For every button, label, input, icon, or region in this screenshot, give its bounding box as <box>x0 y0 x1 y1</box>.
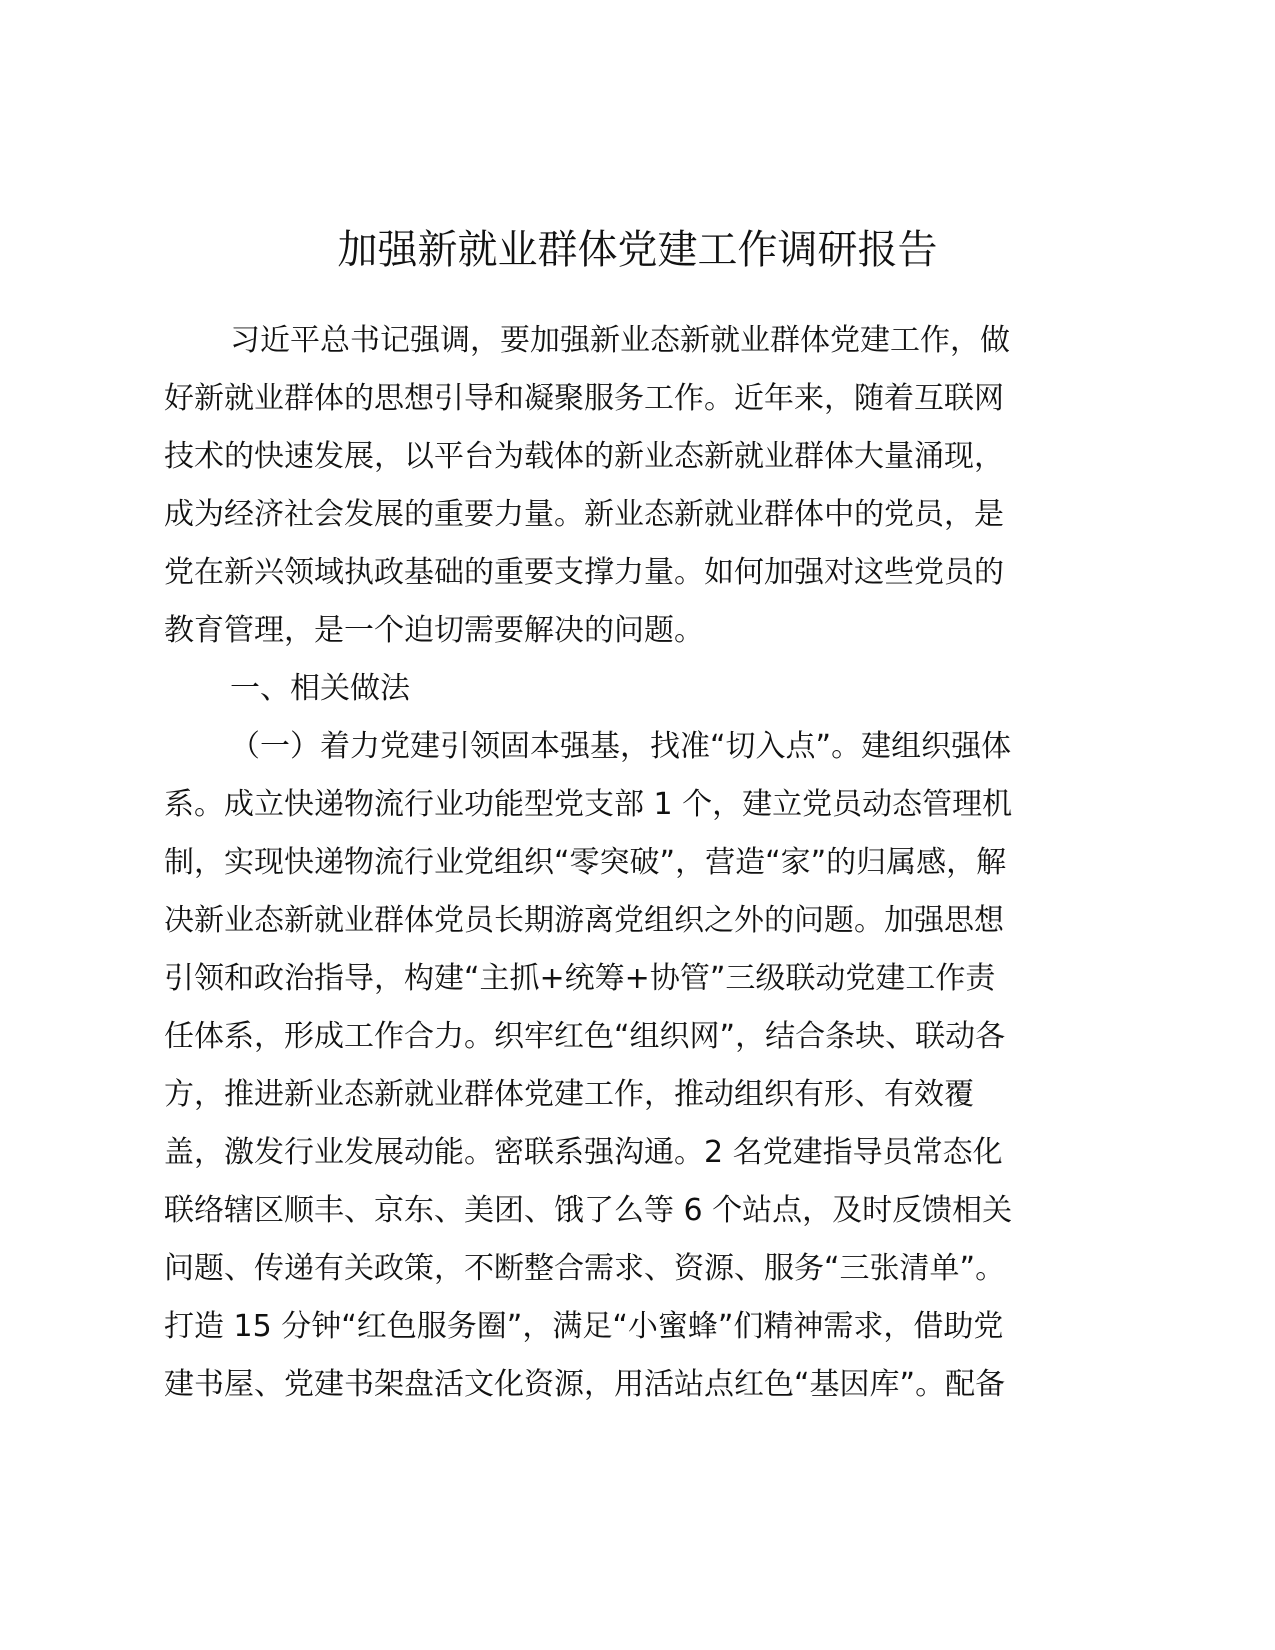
section-heading: 一、相关做法 <box>230 671 410 706</box>
paragraph-line: 方，推进新业态新就业群体党建工作，推动组织有形、有效覆 <box>164 1077 974 1112</box>
paragraph-line: 建书屋、党建书架盘活文化资源，用活站点红色“基因库”。配备 <box>164 1367 1006 1402</box>
paragraph-line: 决新业态新就业群体党员长期游离党组织之外的问题。加强思想 <box>164 903 1004 938</box>
paragraph-line: 党在新兴领域执政基础的重要支撑力量。如何加强对这些党员的 <box>164 555 1004 590</box>
paragraph-line: 系。成立快递物流行业功能型党支部 1 个，建立党员动态管理机 <box>164 787 1013 822</box>
paragraph-line: 成为经济社会发展的重要力量。新业态新就业群体中的党员，是 <box>164 497 1004 532</box>
paragraph-line: 好新就业群体的思想引导和凝聚服务工作。近年来，随着互联网 <box>164 381 1004 416</box>
paragraph-line: 引领和政治指导，构建“主抓+统筹+协管”三级联动党建工作责 <box>164 961 996 996</box>
paragraph-line: 教育管理，是一个迫切需要解决的问题。 <box>164 613 704 648</box>
paragraph-line: 打造 15 分钟“红色服务圈”，满足“小蜜蜂”们精神需求，借助党 <box>164 1309 1004 1344</box>
paragraph-line: 任体系，形成工作合力。织牢红色“组织网”，结合条块、联动各 <box>164 1019 1006 1054</box>
paragraph-line: 习近平总书记强调，要加强新业态新就业群体党建工作，做 <box>230 323 1010 358</box>
paragraph-line: 问题、传递有关政策，不断整合需求、资源、服务“三张清单”。 <box>164 1251 1006 1286</box>
paragraph-line: 技术的快速发展，以平台为载体的新业态新就业群体大量涌现， <box>164 439 1004 474</box>
paragraph-line: 联络辖区顺丰、京东、美团、饿了么等 6 个站点，及时反馈相关 <box>164 1193 1013 1228</box>
paragraph-line: 盖，激发行业发展动能。密联系强沟通。2 名党建指导员常态化 <box>164 1135 1003 1170</box>
document-title: 加强新就业群体党建工作调研报告 <box>337 227 938 273</box>
paragraph-line: 制，实现快递物流行业党组织“零突破”，营造“家”的归属感，解 <box>164 845 1007 880</box>
paragraph-line: （一）着力党建引领固本强基，找准“切入点”。建组织强体 <box>230 729 1012 764</box>
document-body <box>164 312 1104 1414</box>
